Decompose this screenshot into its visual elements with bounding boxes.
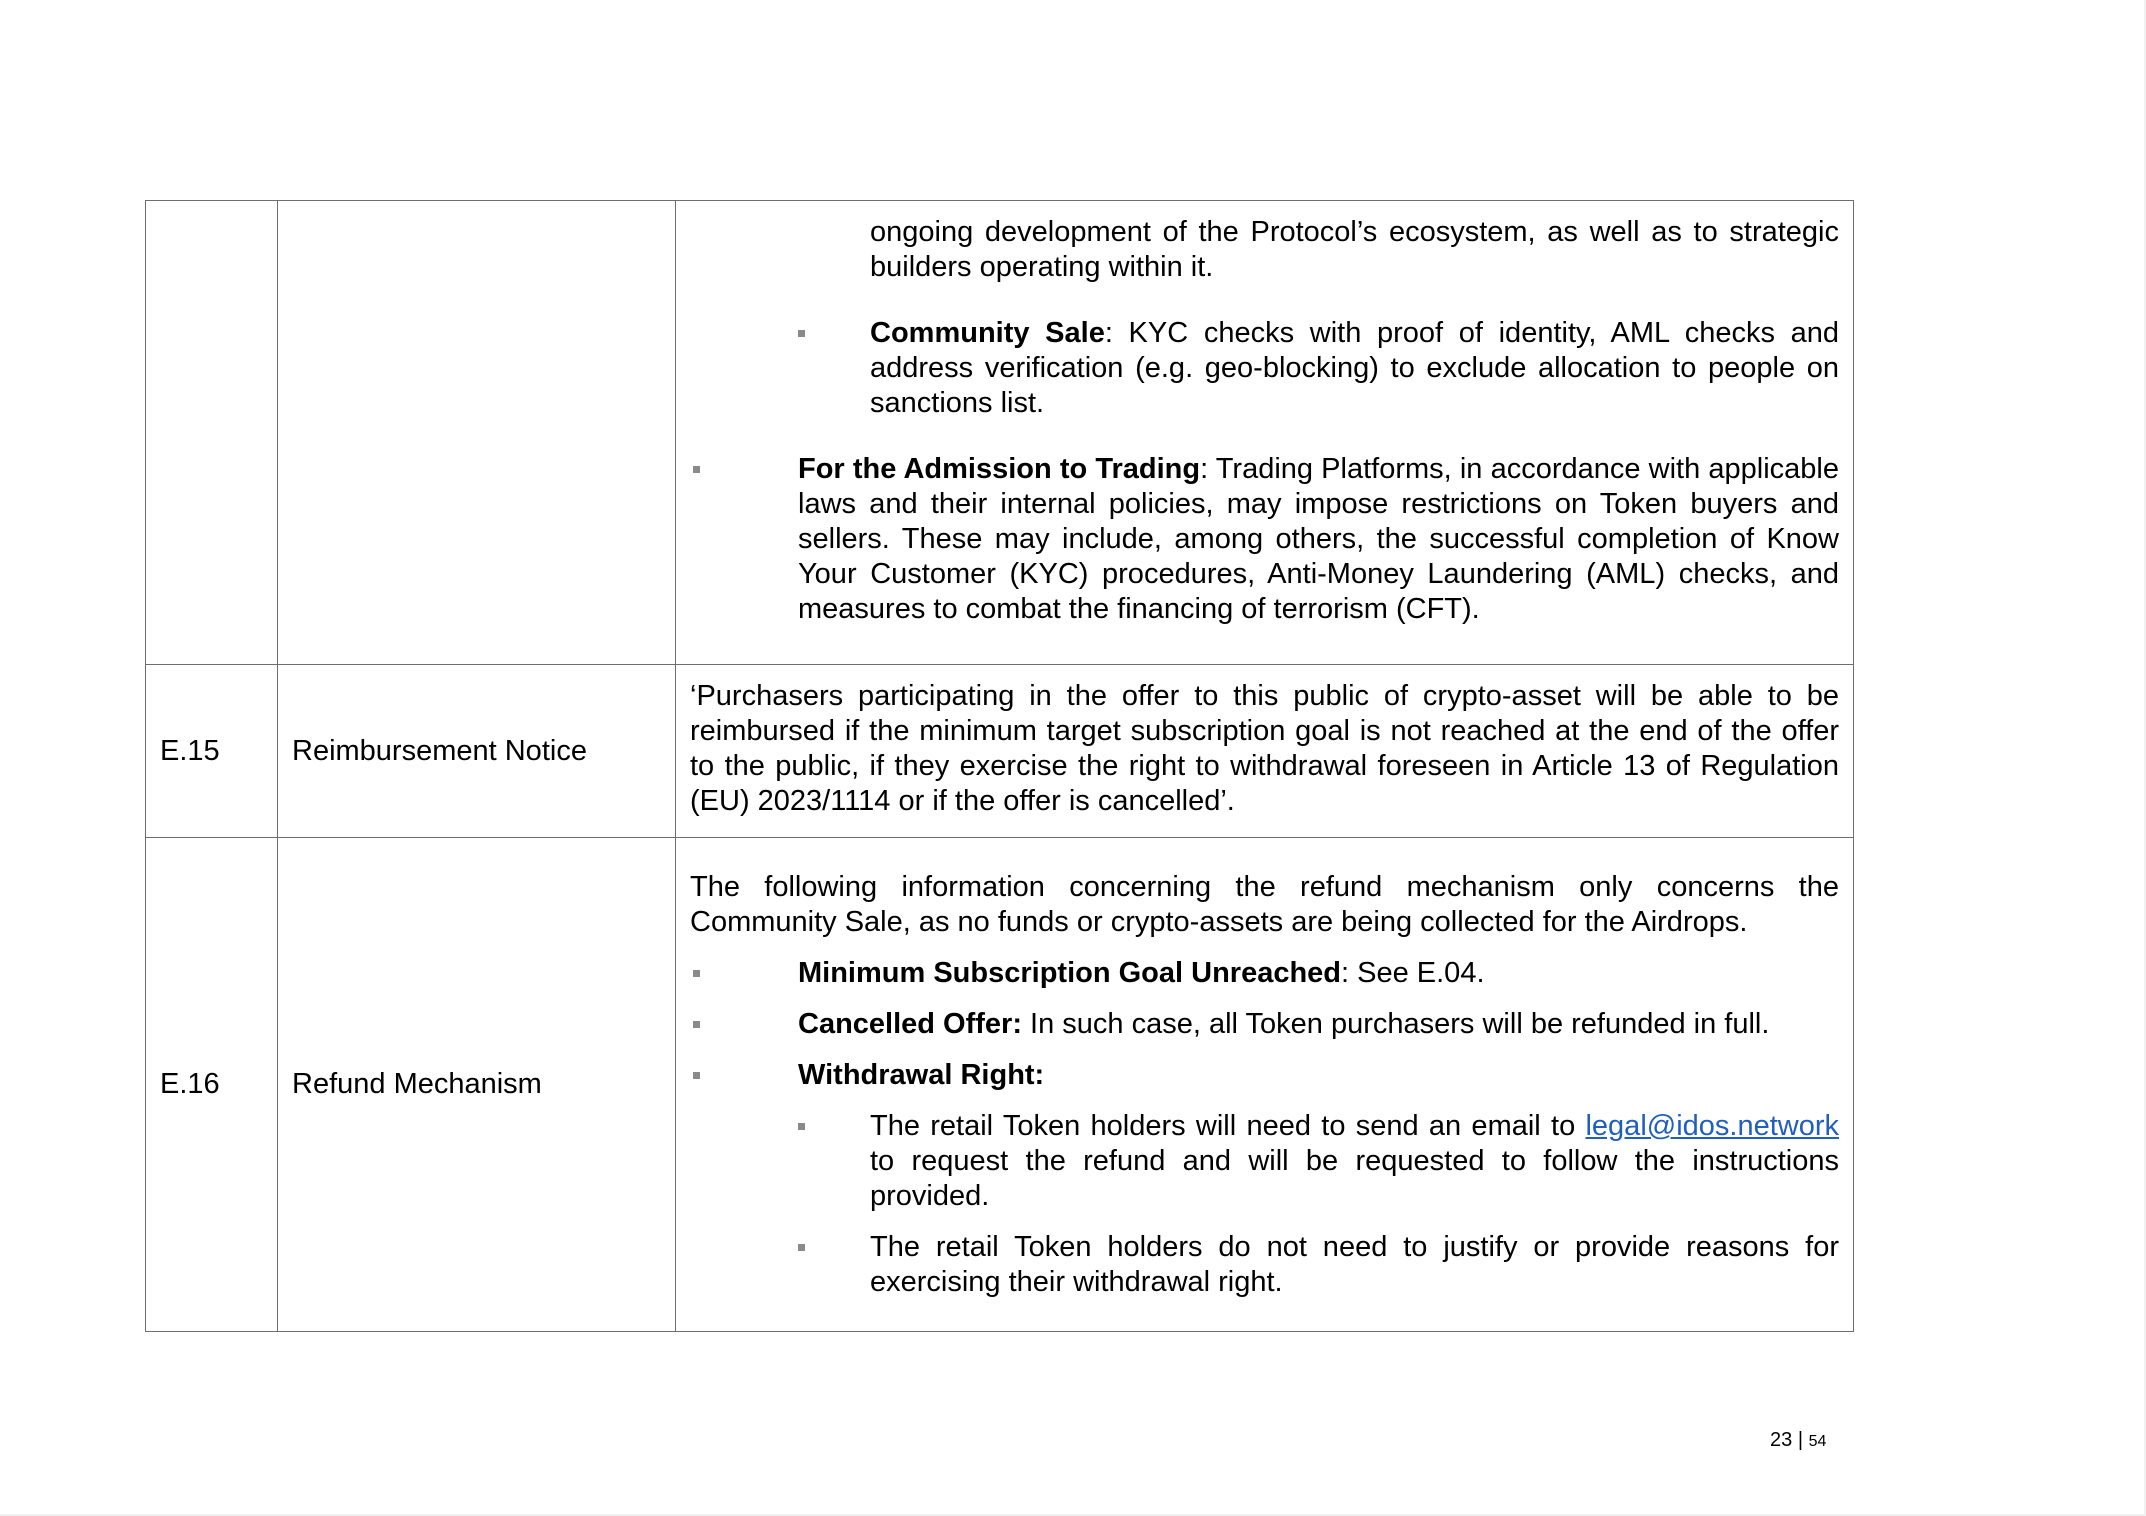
goal-unreached-heading: Minimum Subscription Goal Unreached [798,957,1342,989]
admission-heading: For the Admission to Trading [798,453,1201,485]
label-cell-empty [278,201,676,665]
square-bullet-icon [693,970,700,977]
id-cell-empty [146,201,278,665]
table-row [146,201,1854,665]
refund-intro-text: The following information concerning the refund mechanism only concerns the Community Sale, as no funds or crypto-assets are being collected for the Airdrops. [690,871,1839,938]
square-bullet-icon [693,466,700,473]
cancelled-offer-text: In such case, all Token purchasers will be refunded in full. [1022,1008,1770,1040]
list-item-admission-trading [690,452,1839,627]
square-bullet-icon [798,1244,805,1251]
square-bullet-icon [798,330,805,337]
goal-unreached-text: : See E.04. [1341,957,1485,989]
send-email-text-before: The retail Token holders will need to send an email to [870,1110,1586,1142]
page-separator: | [1797,1429,1804,1451]
content-cell [676,665,1854,838]
square-bullet-icon [693,1072,700,1079]
cancelled-offer-heading: Cancelled Offer: [798,1008,1022,1040]
square-bullet-icon [693,1021,700,1028]
row-label: Reimbursement Notice [278,665,676,838]
email-link[interactable]: legal@idos.network [1585,1110,1839,1142]
row-id: E.15 [146,665,278,838]
continuation-text: ongoing development of the Protocol’s ecosystem, as well as to strategic builders operating within it. [870,216,1839,283]
send-email-text-after: to request the refund and will be requested to follow the instructions provided. [870,1145,1839,1212]
reimbursement-notice-text: ‘Purchasers participating in the offer to this public of crypto-asset will be able to be reimbursed if the minimum target subscription goal is not reached at the end of the offer to the public, if they exercise the right to withdrawal foreseen in Article 13 of Regulation (EU) 2023/1114 or if the offer is cancelled’. [690,680,1839,817]
list-item-goal-unreached [690,956,1839,991]
page-total: 54 [1808,1433,1827,1450]
admission-text: : Trading Platforms, in accordance with applicable laws and their internal policies, may impose restrictions on Token buyers and sellers. These may include, among others, the successful completion of Know Your Customer (KYC) procedures, Anti-Money Laundering (AML) checks, and measures to combat the financing of terrorism (CFT). [798,453,1839,625]
disclosure-table [145,200,1854,1332]
list-item-send-email [690,1109,1839,1214]
no-justification-text: The retail Token holders do not need to justify or provide reasons for exercising their withdrawal right. [870,1231,1839,1298]
withdrawal-right-heading: Withdrawal Right: [798,1059,1045,1091]
list-item-community-sale [690,316,1839,421]
row-label: Refund Mechanism [278,838,676,1332]
community-sale-text: : KYC checks with proof of identity, AML checks and address verification (e.g. geo-blocking) to exclude allocation to people on sanctions list. [870,317,1839,419]
content-cell [676,201,1854,665]
content-cell [676,838,1854,1332]
page-number [1770,1428,1826,1454]
square-bullet-icon [798,1123,805,1130]
list-item-cancelled-offer [690,1007,1839,1042]
row-id: E.16 [146,838,278,1332]
list-item-no-justification [690,1230,1839,1300]
list-item-withdrawal-right [690,1058,1839,1093]
table-row [146,665,1854,838]
table-row [146,838,1854,1332]
community-sale-heading: Community Sale [870,317,1105,349]
page-current: 23 [1770,1429,1793,1451]
